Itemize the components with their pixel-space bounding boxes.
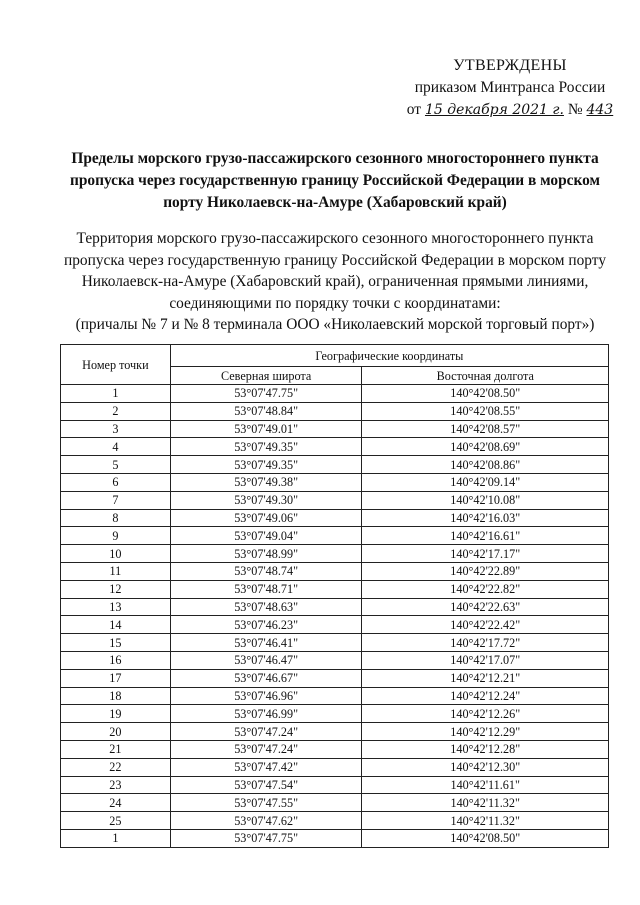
latitude-cell: 53°07'48.71"	[170, 580, 362, 598]
point-number-cell: 9	[61, 527, 171, 545]
longitude-cell: 140°42'12.26"	[362, 705, 609, 723]
point-number-cell: 2	[61, 402, 171, 420]
longitude-cell: 140°42'22.89"	[362, 562, 609, 580]
table-row	[61, 598, 609, 616]
latitude-cell: 53°07'47.75"	[170, 829, 362, 847]
table-row	[61, 687, 609, 705]
point-number-cell: 20	[61, 723, 171, 741]
coordinates-table	[60, 344, 609, 848]
description-text: Территория морского грузо-пассажирского сезонного многостороннего пункта пропуска через государственную границу Российской Федерации в морском порту Николаевск-на-Амуре (Хабаровский край), ограниченная прямыми линиями, соединяющими по порядку точки с координатами:	[63, 230, 607, 312]
latitude-cell: 53°07'47.24"	[170, 740, 362, 758]
longitude-cell: 140°42'22.42"	[362, 616, 609, 634]
latitude-cell: 53°07'47.54"	[170, 776, 362, 794]
table-row	[61, 634, 609, 652]
latitude-cell: 53°07'49.35"	[170, 456, 362, 474]
longitude-cell: 140°42'11.32"	[362, 794, 609, 812]
point-number-cell: 8	[61, 509, 171, 527]
latitude-cell: 53°07'49.30"	[170, 491, 362, 509]
longitude-cell: 140°42'08.69"	[362, 438, 609, 456]
longitude-cell: 140°42'17.07"	[362, 651, 609, 669]
table-body	[61, 385, 609, 848]
point-number-cell: 19	[61, 705, 171, 723]
point-number-cell: 4	[61, 438, 171, 456]
table-row	[61, 509, 609, 527]
longitude-cell: 140°42'08.86"	[362, 456, 609, 474]
longitude-cell: 140°42'10.08"	[362, 491, 609, 509]
latitude-cell: 53°07'49.01"	[170, 420, 362, 438]
longitude-cell: 140°42'12.29"	[362, 723, 609, 741]
approval-order-line	[400, 99, 620, 121]
description-berths: (причалы № 7 и № 8 терминала ООО «Николаевский морской торговый порт»)	[75, 316, 595, 333]
longitude-cell: 140°42'08.50"	[362, 829, 609, 847]
point-number-cell: 1	[61, 385, 171, 403]
table-row	[61, 740, 609, 758]
table-row	[61, 723, 609, 741]
table-row	[61, 705, 609, 723]
longitude-cell: 140°42'22.63"	[362, 598, 609, 616]
longitude-cell: 140°42'22.82"	[362, 580, 609, 598]
longitude-cell: 140°42'12.24"	[362, 687, 609, 705]
approval-block	[400, 55, 620, 121]
latitude-cell: 53°07'49.04"	[170, 527, 362, 545]
latitude-cell: 53°07'48.74"	[170, 562, 362, 580]
point-number-cell: 15	[61, 634, 171, 652]
latitude-cell: 53°07'46.23"	[170, 616, 362, 634]
order-number: 443	[586, 102, 614, 118]
longitude-cell: 140°42'09.14"	[362, 473, 609, 491]
point-number-cell: 21	[61, 740, 171, 758]
table-row	[61, 829, 609, 847]
point-number-cell: 23	[61, 776, 171, 794]
point-number-cell: 17	[61, 669, 171, 687]
point-number-cell: 7	[61, 491, 171, 509]
point-number-cell: 12	[61, 580, 171, 598]
latitude-cell: 53°07'47.42"	[170, 758, 362, 776]
latitude-cell: 53°07'46.96"	[170, 687, 362, 705]
point-number-cell: 11	[61, 562, 171, 580]
table-row	[61, 491, 609, 509]
point-number-cell: 25	[61, 812, 171, 830]
point-number-cell: 1	[61, 829, 171, 847]
table-row	[61, 420, 609, 438]
longitude-cell: 140°42'12.21"	[362, 669, 609, 687]
table-row	[61, 385, 609, 403]
document-description	[60, 228, 610, 336]
table-row	[61, 616, 609, 634]
latitude-cell: 53°07'46.99"	[170, 705, 362, 723]
table-row	[61, 545, 609, 563]
header-point-number: Номер точки	[61, 345, 171, 385]
from-label: от	[406, 101, 422, 118]
latitude-cell: 53°07'46.47"	[170, 651, 362, 669]
longitude-cell: 140°42'17.17"	[362, 545, 609, 563]
table-row	[61, 473, 609, 491]
document-title: Пределы морского грузо-пассажирского сезонного многостороннего пункта пропуска через государственную границу Российской Федерации в морском порту Николаевск-на-Амуре (Хабаровский край)	[69, 150, 601, 211]
longitude-cell: 140°42'08.50"	[362, 385, 609, 403]
longitude-cell: 140°42'16.61"	[362, 527, 609, 545]
longitude-cell: 140°42'12.30"	[362, 758, 609, 776]
longitude-cell: 140°42'08.55"	[362, 402, 609, 420]
table-row	[61, 562, 609, 580]
point-number-cell: 18	[61, 687, 171, 705]
table-row	[61, 402, 609, 420]
table-row	[61, 651, 609, 669]
longitude-cell: 140°42'16.03"	[362, 509, 609, 527]
table-row	[61, 794, 609, 812]
latitude-cell: 53°07'46.41"	[170, 634, 362, 652]
point-number-cell: 3	[61, 420, 171, 438]
table-row	[61, 812, 609, 830]
longitude-cell: 140°42'17.72"	[362, 634, 609, 652]
latitude-cell: 53°07'49.35"	[170, 438, 362, 456]
point-number-cell: 16	[61, 651, 171, 669]
point-number-cell: 6	[61, 473, 171, 491]
latitude-cell: 53°07'49.38"	[170, 473, 362, 491]
table-row	[61, 527, 609, 545]
latitude-cell: 53°07'47.62"	[170, 812, 362, 830]
latitude-cell: 53°07'49.06"	[170, 509, 362, 527]
point-number-cell: 24	[61, 794, 171, 812]
latitude-cell: 53°07'47.75"	[170, 385, 362, 403]
order-date: 15 декабря 2021 г.	[424, 102, 564, 118]
latitude-cell: 53°07'48.63"	[170, 598, 362, 616]
latitude-cell: 53°07'47.55"	[170, 794, 362, 812]
point-number-cell: 22	[61, 758, 171, 776]
approval-authority: приказом Минтранса России	[414, 79, 606, 96]
latitude-cell: 53°07'48.99"	[170, 545, 362, 563]
table-row	[61, 456, 609, 474]
number-label: №	[567, 101, 583, 118]
point-number-cell: 5	[61, 456, 171, 474]
latitude-cell: 53°07'47.24"	[170, 723, 362, 741]
table-row	[61, 438, 609, 456]
longitude-cell: 140°42'08.57"	[362, 420, 609, 438]
latitude-cell: 53°07'46.67"	[170, 669, 362, 687]
point-number-cell: 14	[61, 616, 171, 634]
longitude-cell: 140°42'12.28"	[362, 740, 609, 758]
header-coordinates: Географические координаты	[170, 345, 608, 367]
point-number-cell: 13	[61, 598, 171, 616]
longitude-cell: 140°42'11.32"	[362, 812, 609, 830]
table-row	[61, 580, 609, 598]
point-number-cell: 10	[61, 545, 171, 563]
header-longitude: Восточная долгота	[362, 367, 609, 385]
longitude-cell: 140°42'11.61"	[362, 776, 609, 794]
table-row	[61, 776, 609, 794]
table-row	[61, 669, 609, 687]
table-row	[61, 758, 609, 776]
header-latitude: Северная широта	[170, 367, 362, 385]
approval-heading: УТВЕРЖДЕНЫ	[453, 57, 567, 74]
latitude-cell: 53°07'48.84"	[170, 402, 362, 420]
